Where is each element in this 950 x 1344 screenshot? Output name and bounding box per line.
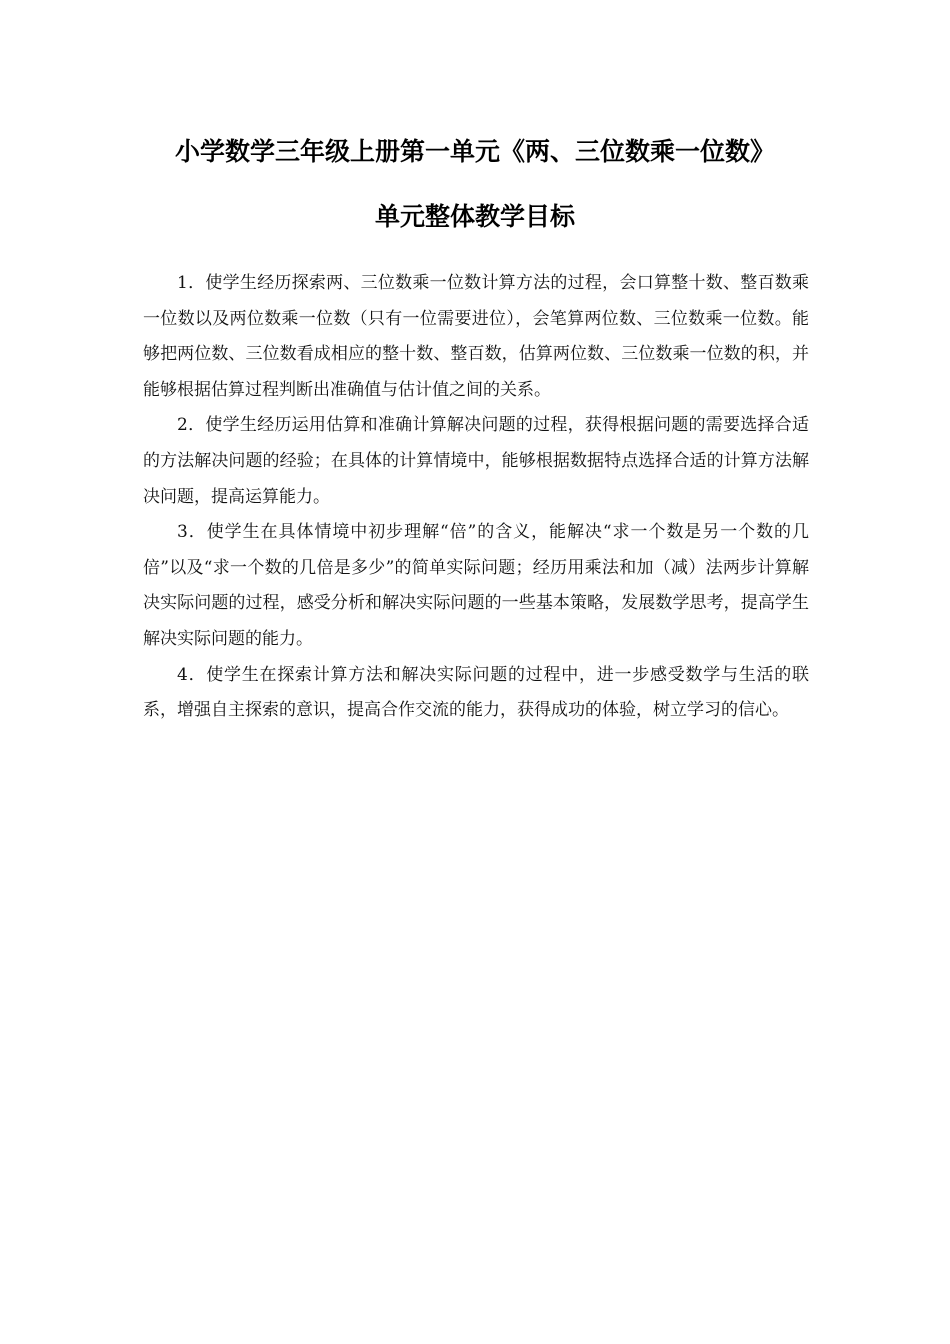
document-subtitle: 单元整体教学目标 <box>374 202 575 231</box>
objective-paragraph-4: 4．使学生在探索计算方法和解决实际问题的过程中，进一步感受数学与生活的联系，增强自主探索的意识，提高合作交流的能力，获得成功的体验，树立学习的信心。 <box>143 664 809 721</box>
objective-paragraph-3: 3．使学生在具体情境中初步理解“倍”的含义，能解决“求一个数是另一个数的几倍”以及“求一个数的几倍是多少”的简单实际问题；经历用乘法和加（减）法两步计算解决实际问题的过程，感受分析和解决实际问题的一些基本策略，发展数学思考，提高学生解决实际问题的能力。 <box>143 522 809 649</box>
objective-paragraph-1: 1．使学生经历探索两、三位数乘一位数计算方法的过程，会口算整十数、整百数乘一位数以及两位数乘一位数（只有一位需要进位），会笔算两位数、三位数乘一位数。能够把两位数、三位数看成相应的整十数、整百数，估算两位数、三位数乘一位数的积，并能够根据估算过程判断出准确值与估计值之间的关系。 <box>143 273 809 400</box>
document-body <box>143 266 809 729</box>
objective-paragraph-2: 2．使学生经历运用估算和准确计算解决问题的过程，获得根据问题的需要选择合适的方法解决问题的经验；在具体的计算情境中，能够根据数据特点选择合适的计算方法解决问题，提高运算能力。 <box>143 415 809 507</box>
document-title: 小学数学三年级上册第一单元《两、三位数乘一位数》 <box>174 137 775 166</box>
